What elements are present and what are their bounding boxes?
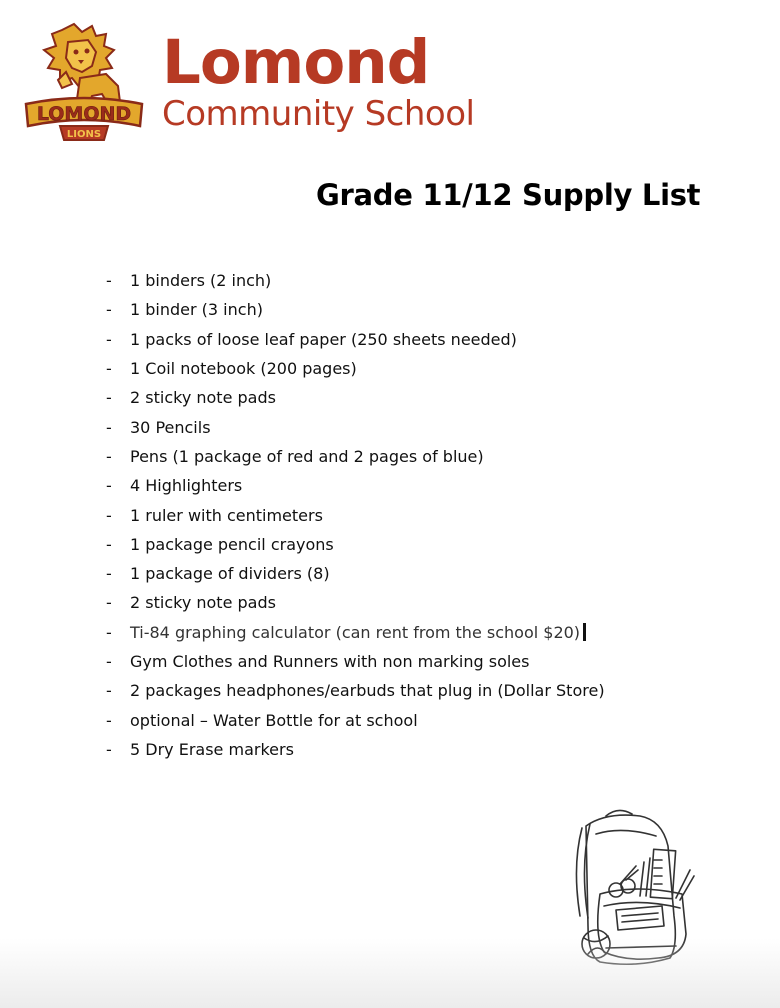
list-item — [106, 325, 605, 354]
list-item-text: 5 Dry Erase markers — [130, 739, 294, 759]
list-item-text: 1 package of dividers (8) — [130, 564, 330, 584]
list-item-text: 1 packs of loose leaf paper (250 sheets needed) — [130, 329, 517, 349]
list-item-text: 1 binder (3 inch) — [130, 300, 263, 320]
list-item — [106, 588, 605, 617]
text-cursor — [583, 623, 586, 641]
list-item-text: 2 sticky note pads — [130, 388, 276, 408]
list-marker: - — [106, 329, 112, 349]
school-name-block — [162, 27, 475, 134]
list-marker: - — [106, 593, 112, 613]
list-item-text: 4 Highlighters — [130, 476, 243, 496]
list-item-text: optional – Water Bottle for at school — [130, 710, 418, 730]
list-item — [106, 354, 605, 383]
list-item — [106, 295, 605, 324]
list-item-text: 1 binders (2 inch) — [130, 271, 272, 291]
list-item-text: 1 ruler with centimeters — [130, 505, 323, 525]
list-marker: - — [106, 476, 112, 496]
list-item-text: Pens (1 package of red and 2 pages of blue) — [130, 446, 484, 466]
list-marker: - — [106, 388, 112, 408]
supply-list — [106, 266, 605, 764]
list-item-text: Gym Clothes and Runners with non marking soles — [130, 652, 530, 671]
list-marker: - — [106, 710, 112, 730]
list-item — [106, 647, 605, 676]
list-item — [106, 735, 605, 764]
list-item — [106, 500, 605, 529]
list-item-text: 2 sticky note pads — [130, 593, 276, 613]
list-item — [106, 618, 605, 647]
list-marker: - — [106, 622, 112, 642]
list-item — [106, 412, 605, 441]
list-marker: - — [106, 681, 112, 701]
school-name: Lomond — [162, 27, 430, 98]
list-item-text: Ti-84 graphing calculator (can rent from the school $20) — [130, 622, 581, 642]
list-item — [106, 442, 605, 471]
list-item-text: 30 Pencils — [130, 417, 211, 437]
list-item — [106, 266, 605, 295]
list-item-text: 1 Coil notebook (200 pages) — [130, 359, 357, 379]
list-marker: - — [106, 417, 112, 437]
list-marker: - — [106, 300, 112, 320]
page-title: Grade 11/12 Supply List — [316, 178, 701, 212]
list-marker: - — [106, 534, 112, 554]
list-marker: - — [106, 564, 112, 584]
list-item — [106, 559, 605, 588]
list-item-text: 2 packages headphones/earbuds that plug in (Dollar Store) — [130, 681, 605, 701]
lion-logo-icon — [22, 22, 146, 144]
list-item — [106, 530, 605, 559]
page-bottom-edge — [0, 938, 780, 1008]
logo-text: LOMOND — [36, 103, 132, 125]
list-item — [106, 383, 605, 412]
list-marker: - — [106, 739, 112, 759]
school-subname: Community School — [162, 94, 475, 134]
list-marker: - — [106, 505, 112, 525]
list-item — [106, 471, 605, 500]
list-item-text: 1 package pencil crayons — [130, 534, 334, 554]
list-marker: - — [106, 446, 112, 466]
list-marker: - — [106, 652, 112, 671]
list-marker: - — [106, 359, 112, 379]
list-item — [106, 705, 605, 734]
list-item — [106, 676, 605, 705]
list-marker: - — [106, 271, 112, 291]
logo-subtext: LIONS — [66, 129, 102, 140]
